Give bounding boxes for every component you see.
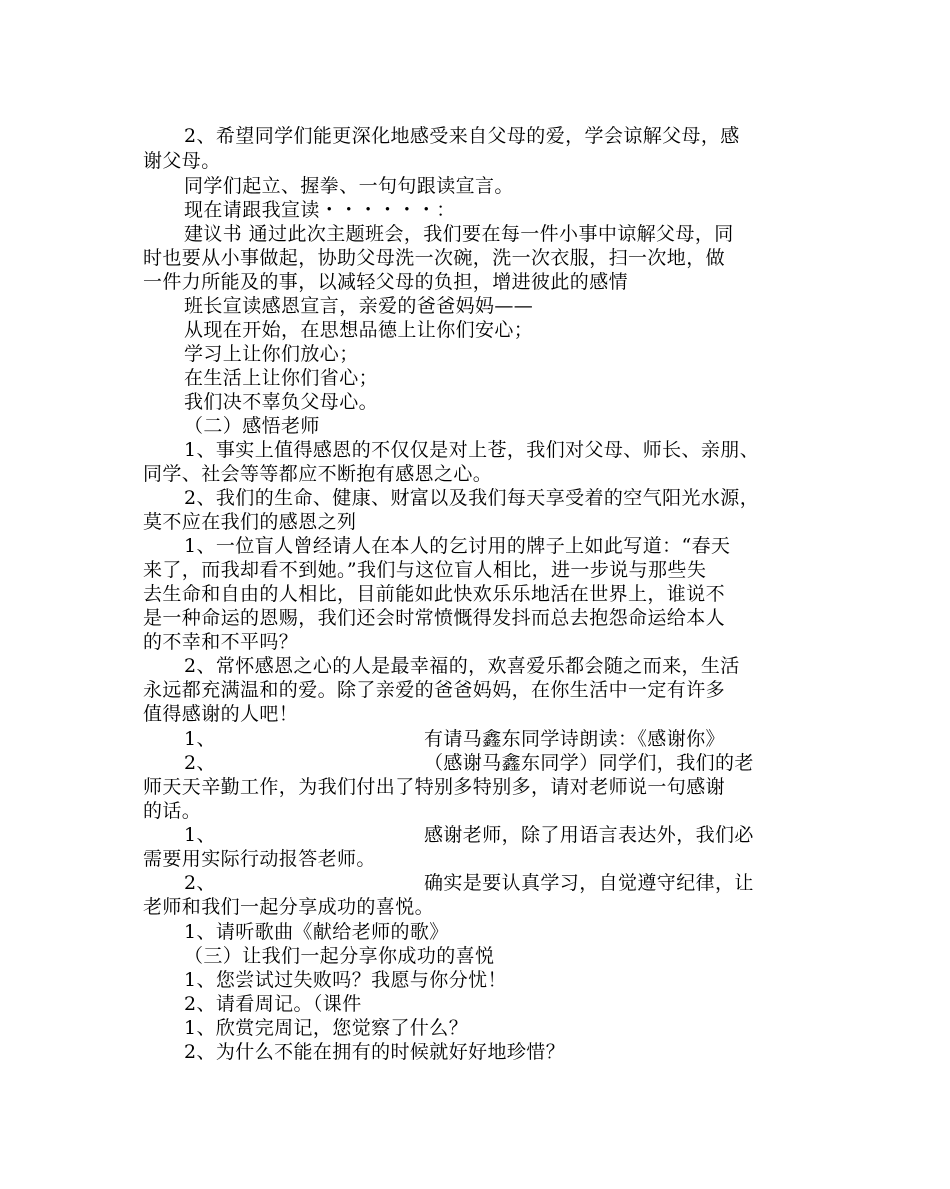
list-number: 2、 — [184, 872, 216, 894]
text-line: 的不幸和不平吗？ — [143, 631, 299, 653]
text-line: 的话。 — [143, 800, 202, 822]
text-line: （感谢马鑫东同学）同学们，我们的老 — [424, 752, 754, 774]
text-line: 去生命和自由的人相比，目前能如此快欢乐乐地活在世界上，谁说不 — [143, 583, 726, 605]
text-line: 1、您尝试过失败吗？我愿与你分忧！ — [184, 969, 507, 991]
text-line: 2、希望同学们能更深化地感受来自父母的爱，学会谅解父母，感 — [184, 125, 740, 147]
text-line: 感谢老师，除了用语言表达外，我们必 — [424, 824, 754, 846]
text-line: 时也要从小事做起，协助父母洗一次碗，洗一次衣服，扫一次地，做 — [143, 247, 726, 269]
text-line: 永远都充满温和的爱。除了亲爱的爸爸妈妈，在你生活中一定有许多 — [143, 679, 726, 701]
text-line: 同学们起立、握拳、一句句跟读宣言。 — [184, 175, 514, 197]
text-line: 1、欣赏完周记，您觉察了什么？ — [184, 1017, 469, 1039]
text-line: 值得感谢的人吧！ — [143, 703, 299, 725]
text-line: 老师和我们一起分享成功的喜悦。 — [143, 896, 435, 918]
text-line: 建议书 通过此次主题班会，我们要在每一件小事中谅解父母，同 — [184, 223, 734, 245]
text-line: 1、请听歌曲《献给老师的歌》 — [184, 921, 449, 943]
text-line: 2、请看周记。（课件 — [184, 993, 362, 1015]
text-line: 2、我们的生命、健康、财富以及我们每天享受着的空气阳光水源， — [184, 487, 760, 509]
text-line: 师天天辛勤工作，为我们付出了特别多特别多，请对老师说一句感谢 — [143, 776, 726, 798]
text-line: 是一种命运的恩赐，我们还会时常愤慨得发抖而总去抱怨命运给本人 — [143, 607, 726, 629]
text-line: 需要用实际行动报答老师。 — [143, 848, 376, 870]
text-line: 1、一位盲人曾经请人在本人的乞讨用的牌子上如此写道：“春天 — [184, 535, 731, 557]
text-line: 现在请跟我宣读・・・・・・： — [184, 199, 456, 221]
text-line: 班长宣读感恩宣言，亲爱的爸爸妈妈—— — [184, 295, 534, 317]
text-line: 2、常怀感恩之心的人是最幸福的，欢喜爱乐都会随之而来，生活 — [184, 655, 740, 677]
text-line: 确实是要认真学习，自觉遵守纪律，让 — [424, 872, 754, 894]
text-line: 2、为什么不能在拥有的时候就好好地珍惜？ — [184, 1041, 566, 1063]
text-line: 来了，而我却看不到她。”我们与这位盲人相比，进一步说与那些失 — [143, 559, 707, 581]
text-line: 有请马鑫东同学诗朗读：《感谢你》 — [424, 728, 725, 750]
text-line: 一件力所能及的事，以减轻父母的负担，增进彼此的感情 — [143, 271, 629, 293]
text-line: 同学、社会等等都应不断抱有感恩之心。 — [143, 463, 493, 485]
text-line: 从现在开始，在思想品德上让你们安心； — [184, 319, 534, 341]
text-line: 在生活上让你们省心； — [184, 367, 379, 389]
section-heading: （二）感悟老师 — [184, 415, 320, 437]
text-line: 我们决不辜负父母心。 — [184, 391, 379, 413]
list-number: 1、 — [184, 728, 216, 750]
text-line: 谢父母。 — [143, 150, 221, 172]
list-number: 2、 — [184, 752, 216, 774]
text-line: 莫不应在我们的感恩之列 — [143, 511, 357, 533]
section-heading: （三）让我们一起分享你成功的喜悦 — [184, 945, 495, 967]
text-line: 1、事实上值得感恩的不仅仅是对上苍，我们对父母、师长、亲朋、 — [184, 439, 760, 461]
list-number: 1、 — [184, 824, 216, 846]
text-line: 学习上让你们放心； — [184, 343, 359, 365]
